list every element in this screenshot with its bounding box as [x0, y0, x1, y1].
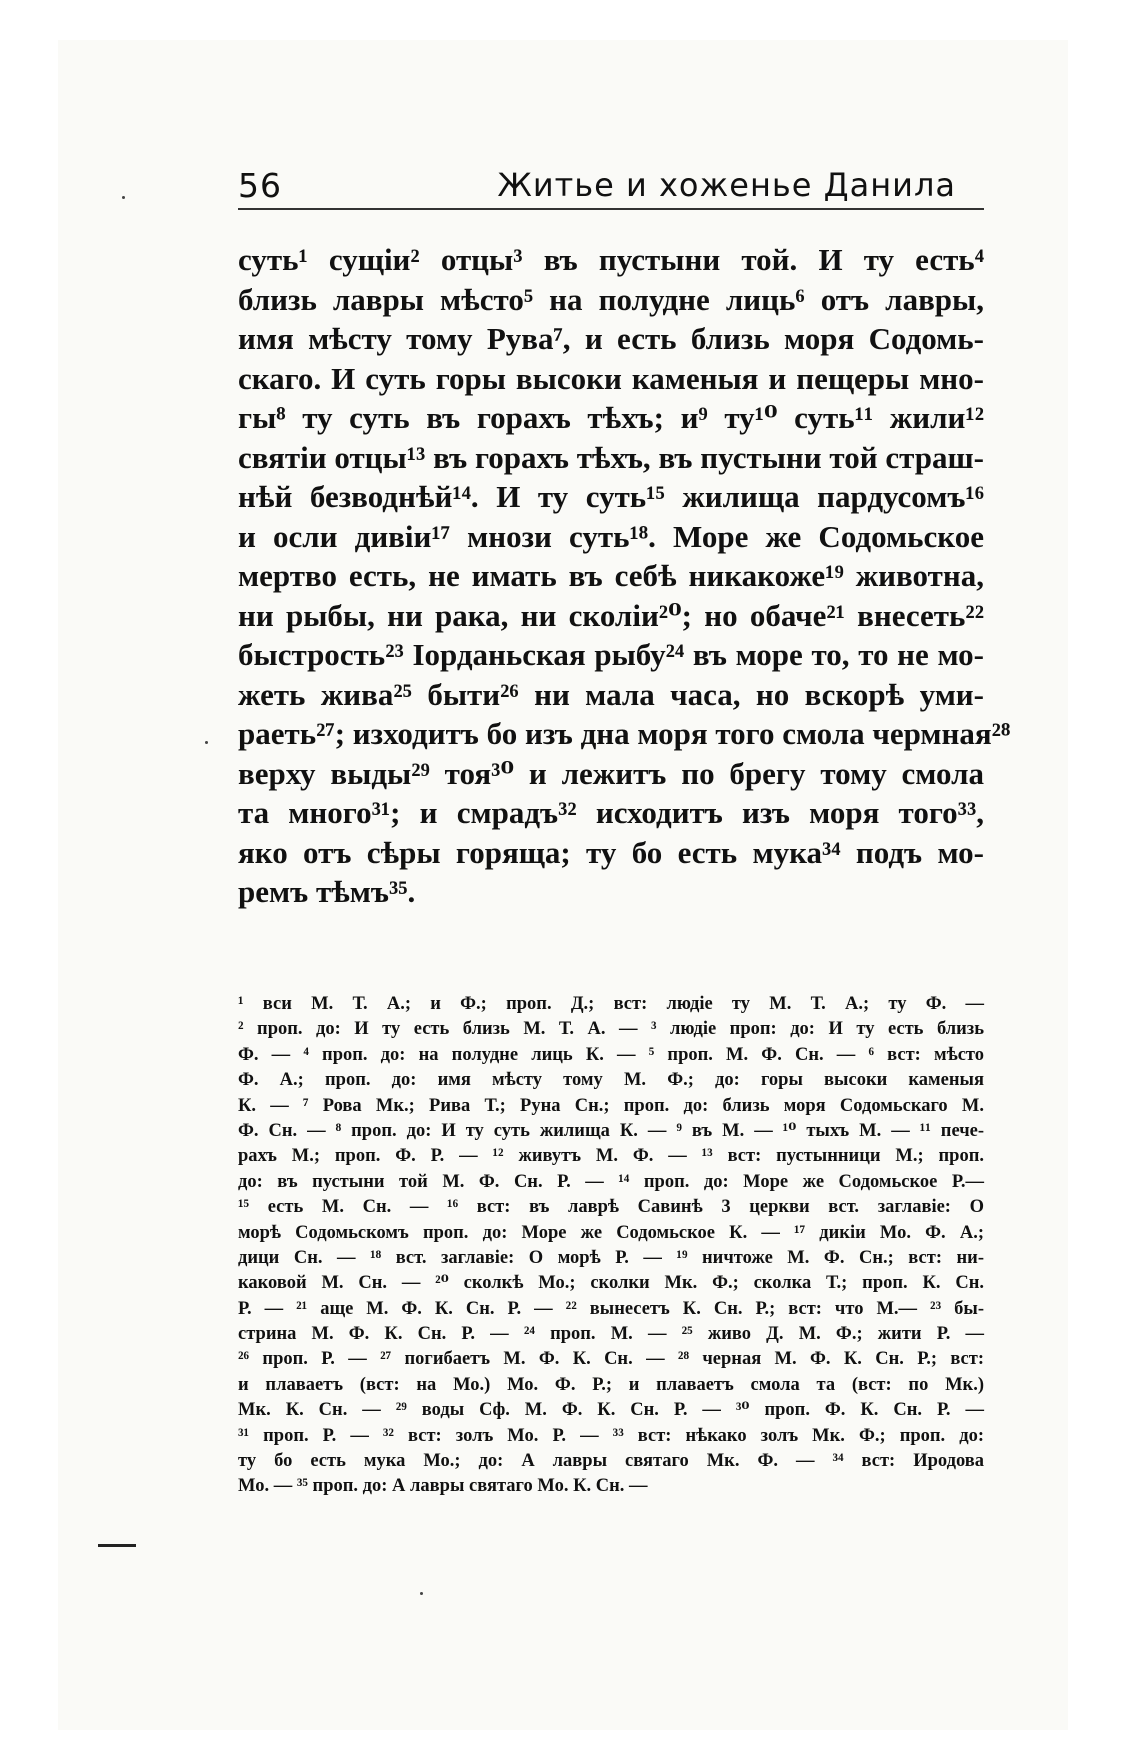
- footnote-line: рахъ М.; проп. Ф. Р. — ¹² живутъ М. Ф. — ¹³ вст: пустынници М.; проп.: [238, 1146, 984, 1167]
- main-text-line: близь лавры мѣсто⁵ на полудне лиць⁶ отъ лавры,: [238, 281, 984, 317]
- main-text-line: скаго. И суть горы высоки каменыя и пещеры мно-: [238, 360, 984, 396]
- footnote-line: Ф. А.; проп. до: имя мѣсту тому М. Ф.; до: горы высоки каменыя: [238, 1070, 984, 1091]
- margin-dash: [98, 1544, 136, 1547]
- footnote-line: стрина М. Ф. К. Сн. Р. — ²⁴ проп. М. — ²⁵ живо Д. М. Ф.; жити Р. —: [238, 1324, 984, 1345]
- main-text-line: быстрость²³ Іорданьская рыбу²⁴ въ море то, то не мо-: [238, 637, 984, 672]
- footnotes: [238, 992, 984, 1500]
- main-text-line: раеть²⁷; изходитъ бо изъ дна моря того смола чермная²⁸: [238, 716, 1011, 751]
- footnote-line: Мо. — ³⁵ проп. до: А лавры святаго Мо. К. Сн. —: [238, 1476, 648, 1497]
- main-text-line: святіи отцы¹³ въ горахъ тѣхъ, въ пустыни той страш-: [238, 439, 984, 475]
- footnote-line: дици Сн. — ¹⁸ вст. заглавіе: О морѣ Р. — ¹⁹ ничтоже М. Ф. Сн.; вст: ни-: [238, 1247, 984, 1268]
- main-text-line: имя мѣсту тому Рува⁷, и есть близь моря Содомь-: [238, 321, 984, 356]
- main-text-line: нѣй безводнѣй¹⁴. И ту суть¹⁵ жилища пардусомъ¹⁶: [238, 479, 984, 514]
- footnote-line: ту бо есть мука Мо.; до: А лавры святаго Мк. Ф. — ³⁴ вст: Иродова: [238, 1451, 984, 1472]
- main-text-line: яко отъ сѣры горяща; ту бо есть мука³⁴ подъ мо-: [238, 834, 984, 870]
- main-text-line: гы⁸ ту суть въ горахъ тѣхъ; и⁹ ту¹⁰ суть¹¹ жили¹²: [238, 400, 984, 435]
- footnote-line: К. — ⁷ Рова Мк.; Рива Т.; Руна Сн.; проп. до: близь моря Содомьскаго М.: [238, 1095, 984, 1116]
- footnote-line: Р. — ²¹ аще М. Ф. К. Сн. Р. — ²² вынесетъ К. Сн. Р.; вст: что М.— ²³ бы-: [238, 1298, 984, 1319]
- footnote-line: морѣ Содомьскомъ проп. до: Море же Содомьское К. — ¹⁷ дикіи Мо. Ф. А.;: [238, 1222, 984, 1243]
- footnote-line: до: въ пустыни той М. Ф. Сн. Р. — ¹⁴ проп. до: Море же Содомьское Р.—: [238, 1171, 984, 1192]
- footnote-line: ² проп. до: И ту есть близь М. Т. А. — ³ людіе проп: до: И ту есть близь: [238, 1019, 984, 1040]
- main-text-line: суть¹ сущіи² отцы³ въ пустыни той. И ту есть⁴: [238, 242, 984, 277]
- footnote-line: каковой М. Сн. — ²⁰ сколкѣ Мо.; сколки Мк. Ф.; сколка Т.; проп. К. Сн.: [238, 1273, 984, 1294]
- main-text: [238, 240, 1011, 912]
- main-text-line: жеть жива²⁵ быти²⁶ ни мала часа, но вскорѣ уми-: [238, 676, 984, 712]
- main-text-line: ремъ тѣмъ³⁵.: [238, 874, 416, 909]
- main-text-line: и осли дивіи¹⁷ мнози суть¹⁸. Море же Содомьское: [238, 518, 984, 554]
- footnote-line: ¹⁵ есть М. Сн. — ¹⁶ вст: въ лаврѣ Савинѣ 3 церкви вст. заглавіе: О: [238, 1197, 984, 1218]
- main-text-line: мертво есть, не имать въ себѣ никакоже¹⁹ животна,: [238, 558, 984, 593]
- scan-speck: [205, 741, 208, 744]
- running-title: Житье и хоженье Данила: [497, 166, 956, 204]
- scan-speck: [420, 1592, 423, 1595]
- footnote-line: Ф. — ⁴ проп. до: на полудне лиць К. — ⁵ проп. М. Ф. Сн. — ⁶ вст: мѣсто: [238, 1044, 984, 1065]
- footnote-line: ²⁶ проп. Р. — ²⁷ погибаетъ М. Ф. К. Сн. — ²⁸ черная М. Ф. К. Сн. Р.; вст:: [238, 1349, 984, 1370]
- footnote-line: ¹ вси М. Т. А.; и Ф.; проп. Д.; вст: людіе ту М. Т. А.; ту Ф. —: [238, 994, 984, 1014]
- footnote-line: Ф. Сн. — ⁸ проп. до: И ту суть жилища К. — ⁹ въ М. — ¹⁰ тыхъ М. — ¹¹ пече-: [238, 1120, 984, 1141]
- scan-speck: [122, 196, 125, 199]
- footnote-line: и плаваетъ (вст: на Мо.) Мо. Ф. Р.; и плаваетъ смола та (вст: по Мк.): [238, 1374, 984, 1395]
- footnote-line: ³¹ проп. Р. — ³² вст: золъ Мо. Р. — ³³ вст: нѣкако золъ Мк. Ф.; проп. до:: [238, 1425, 984, 1446]
- page-number: 56: [238, 166, 282, 205]
- page-header: [238, 160, 996, 212]
- main-text-line: ни рыбы, ни рака, ни сколіи²⁰; но обаче²¹ внесеть²²: [238, 597, 984, 633]
- main-text-line: та много³¹; и смрадъ³² исходитъ изъ моря того³³,: [238, 795, 984, 830]
- main-text-line: верху выды²⁹ тоя³⁰ и лежитъ по брегу тому смола: [238, 755, 984, 791]
- header-rule: [238, 208, 984, 210]
- footnote-line: Мк. К. Сн. — ²⁹ воды Сф. М. Ф. К. Сн. Р. — ³⁰ проп. Ф. К. Сн. Р. —: [238, 1400, 984, 1421]
